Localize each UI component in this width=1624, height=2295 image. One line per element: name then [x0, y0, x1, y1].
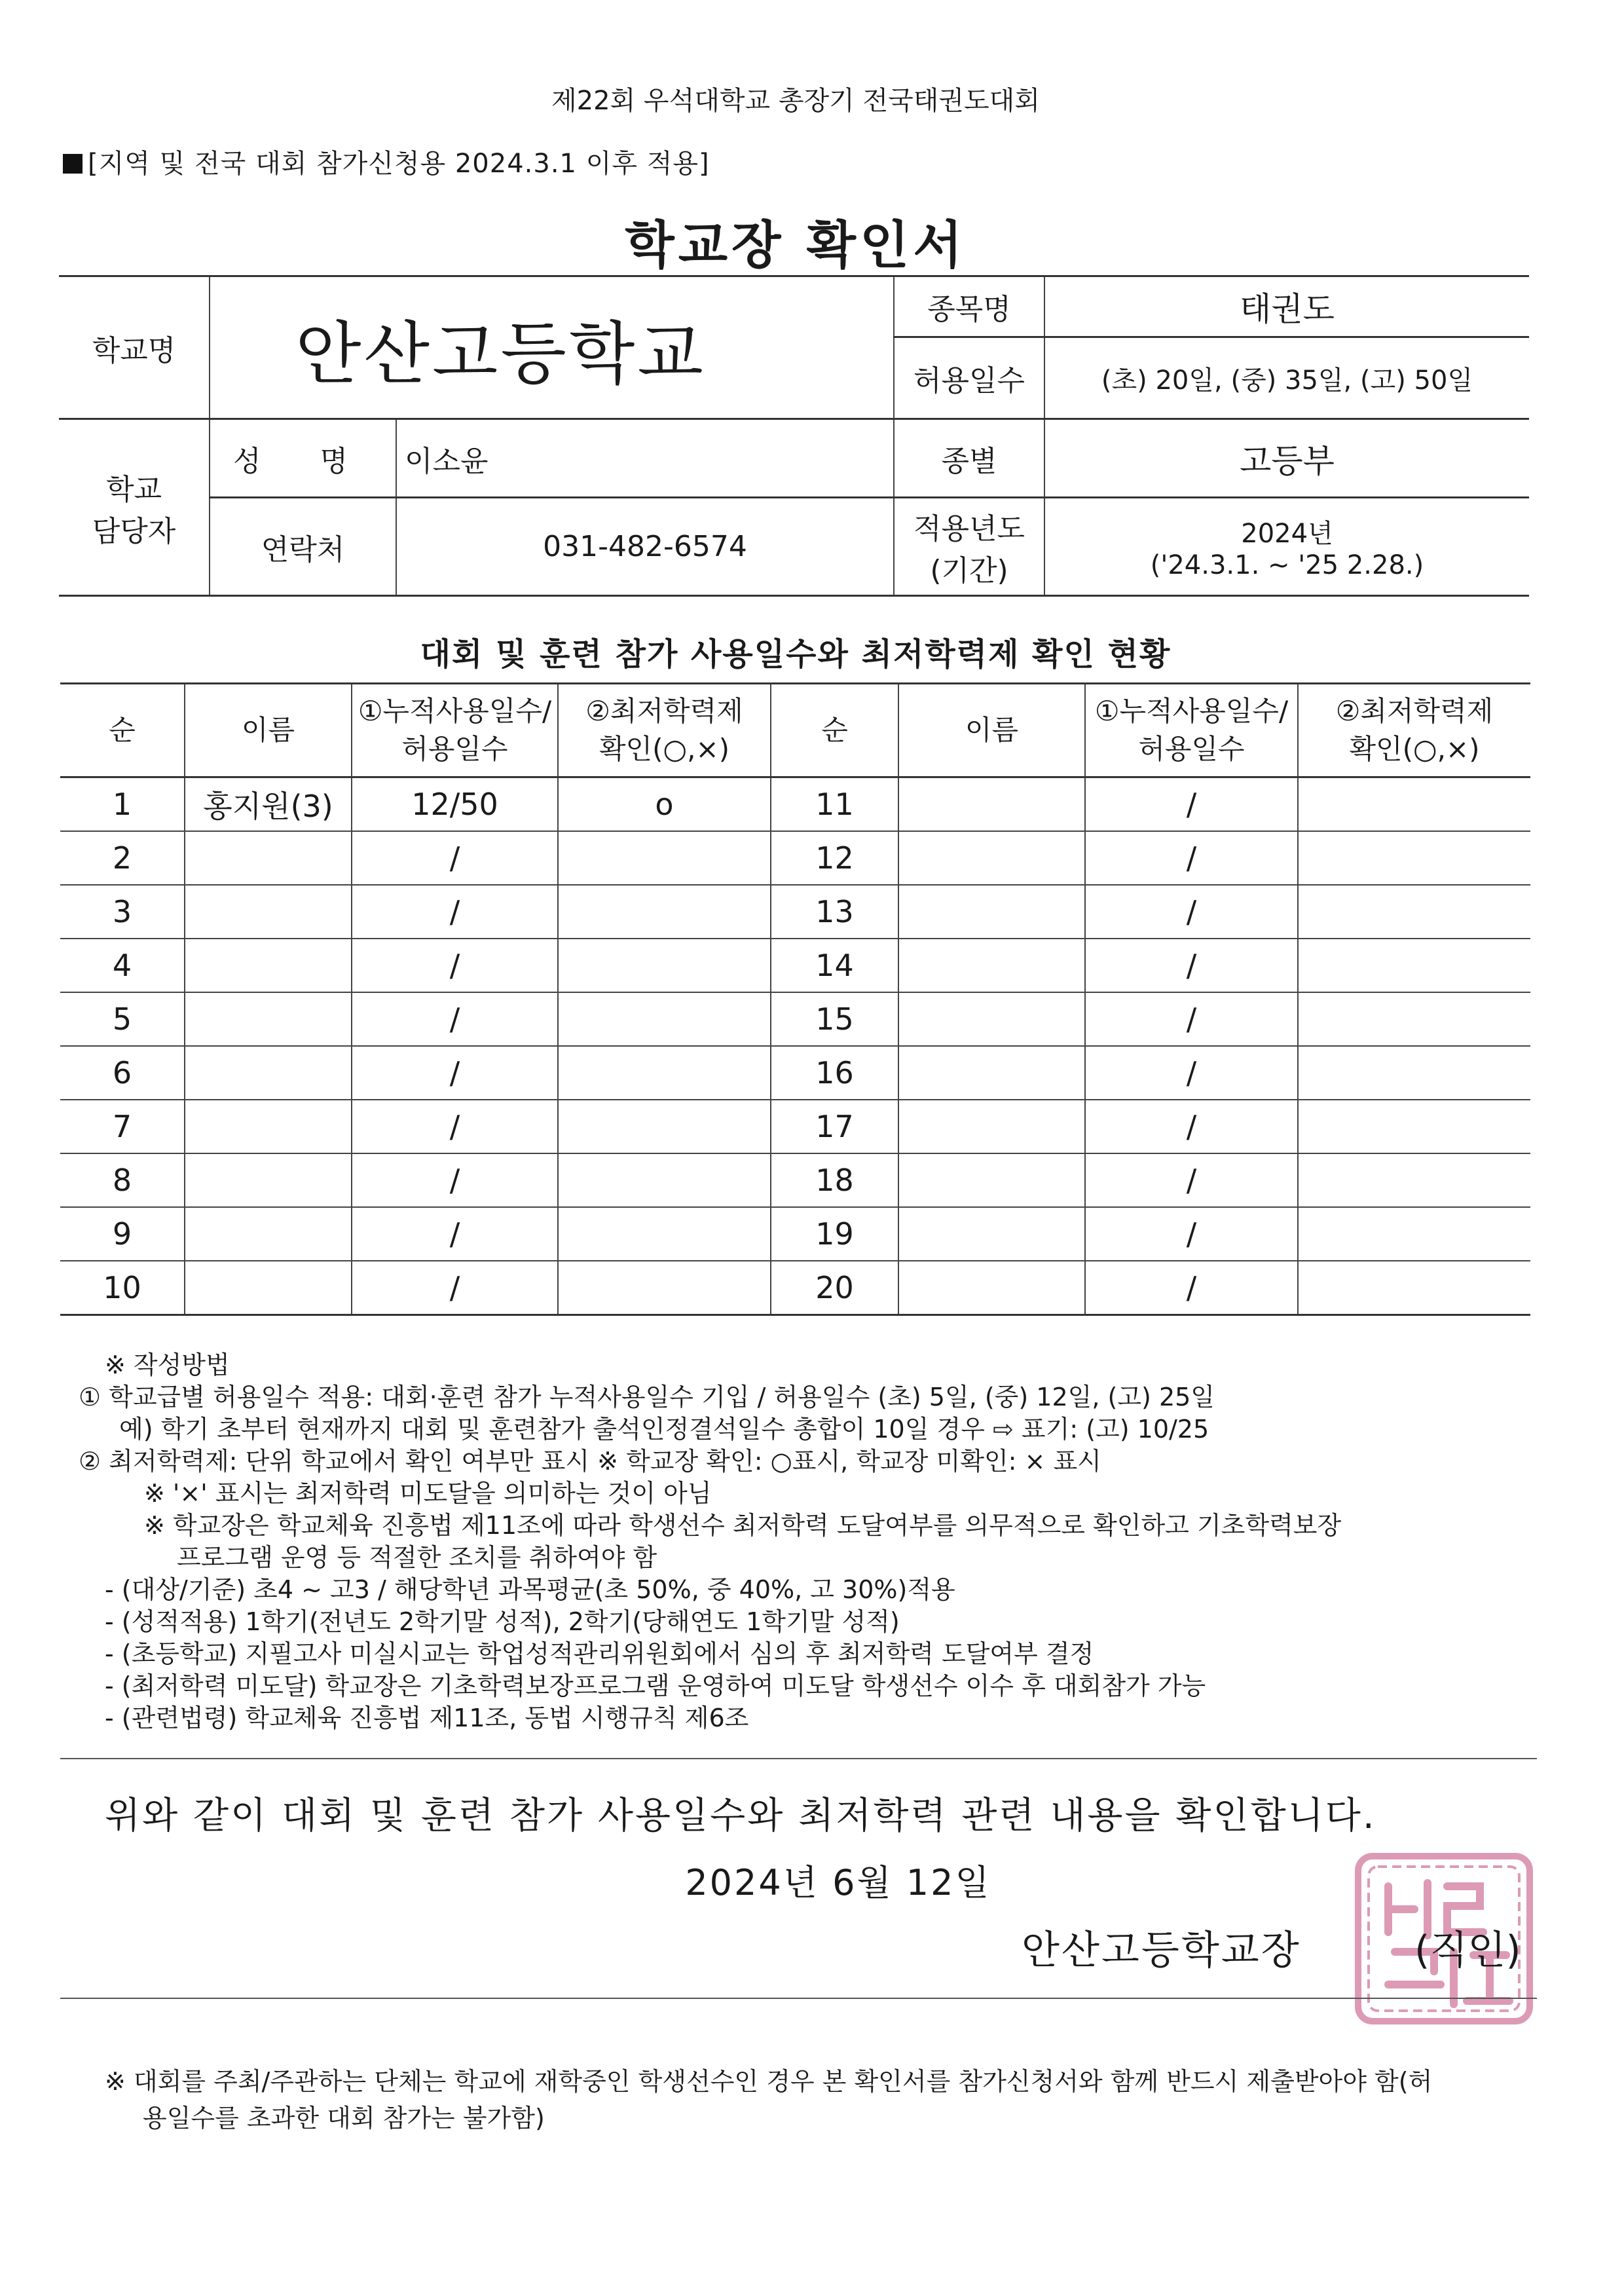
year-value-year: 2024년	[1241, 519, 1333, 549]
roster-left-days-cell: /	[352, 885, 558, 939]
roster-left-no-cell: 2	[60, 831, 185, 885]
footnote-line2: 용일수를 초과한 대회 참가는 불가함)	[143, 2104, 545, 2133]
header-no-right: 순	[771, 684, 898, 777]
division-value: 고등부	[1044, 419, 1529, 498]
contact-name: 이소윤	[396, 419, 894, 498]
participation-roster-table	[60, 682, 1530, 1316]
instructions	[79, 1349, 1539, 1734]
document-title: 학교장 확인서	[625, 216, 967, 275]
roster-left-days-cell: 12/50	[352, 777, 558, 832]
roster-left-no-cell: 9	[60, 1207, 185, 1261]
roster-right-no-cell: 16	[771, 1046, 898, 1100]
header-days-right	[1085, 684, 1298, 777]
divider	[60, 1998, 1537, 1999]
roster-right-name-cell	[898, 939, 1085, 992]
allowed-days-value: (초) 20일, (중) 35일, (고) 50일	[1044, 337, 1529, 419]
header-name-right: 이름	[898, 684, 1085, 777]
roster-right-no-cell: 18	[771, 1153, 898, 1207]
roster-right-check-cell	[1298, 885, 1530, 939]
roster-left-name-cell	[185, 939, 352, 992]
roster-left-check-cell	[558, 1046, 771, 1100]
roster-left-no-cell: 8	[60, 1153, 185, 1207]
roster-right-check-cell	[1298, 1207, 1530, 1261]
year-label-line2: (기간)	[930, 553, 1008, 588]
roster-right-no-cell: 11	[771, 777, 898, 832]
roster-right-name-cell	[898, 1207, 1085, 1261]
principal-title: 안산고등학교장	[1022, 1928, 1301, 1973]
sport-label: 종목명	[894, 276, 1044, 337]
roster-right-no-cell: 12	[771, 831, 898, 885]
header-days	[352, 684, 558, 777]
roster-left-name-cell	[185, 831, 352, 885]
roster-right-check-cell	[1298, 831, 1530, 885]
table-row	[60, 1153, 1530, 1207]
roster-left-days-cell: /	[352, 992, 558, 1046]
roster-right-days-cell: /	[1085, 1046, 1298, 1100]
roster-left-check-cell	[558, 885, 771, 939]
header-check-right	[1298, 684, 1530, 777]
event-title: 제22회 우석대학교 총장기 전국태권도대회	[551, 86, 1040, 116]
allowed-days-label: 허용일수	[894, 337, 1044, 419]
roster-left-days-cell: /	[352, 1207, 558, 1261]
roster-right-name-cell	[898, 885, 1085, 939]
roster-right-no-cell: 13	[771, 885, 898, 939]
roster-right-days-cell: /	[1085, 885, 1298, 939]
roster-right-name-cell	[898, 992, 1085, 1046]
instruction-line: ※ '×' 표시는 최저학력 미도달을 의미하는 것이 아님	[144, 1479, 712, 1508]
instruction-line: - (초등학교) 지필고사 미실시교는 학업성적관리위원회에서 심의 후 최저학력 도달여부 결정	[105, 1639, 1094, 1668]
roster-right-name-cell	[898, 1153, 1085, 1207]
roster-left-days-cell: /	[352, 1261, 558, 1315]
instruction-line: ② 최저학력제: 단위 학교에서 확인 여부만 표시 ※ 학교장 확인: ○표시, 학교장 미확인: × 표시	[79, 1447, 1101, 1476]
roster-right-days-cell: /	[1085, 1207, 1298, 1261]
instruction-line: - (성적적용) 1학기(전년도 2학기말 성적), 2학기(당해연도 1학기말 성적)	[105, 1607, 900, 1636]
school-info-table	[59, 275, 1529, 597]
header-days-line1: ①누적사용일수/	[358, 695, 552, 727]
table-row	[60, 831, 1530, 885]
roster-left-name-cell	[185, 885, 352, 939]
phone-value: 031-482-6574	[396, 498, 894, 596]
footnote-line1: ※ 대회를 주최/주관하는 단체는 학교에 재학중인 학생선수인 경우 본 확인서를 참가신청서와 함께 반드시 제출받아야 함(허	[105, 2067, 1433, 2096]
roster-left-check-cell	[558, 1100, 771, 1153]
roster-left-name-cell	[185, 992, 352, 1046]
year-label-line1: 적용년도	[913, 512, 1025, 546]
header-days-right-line2: 허용일수	[1138, 733, 1245, 765]
status-title: 대회 및 훈련 참가 사용일수와 최저학력제 확인 현황	[420, 636, 1172, 673]
header-name: 이름	[185, 684, 352, 777]
roster-left-days-cell: /	[352, 939, 558, 992]
roster-left-check-cell: o	[558, 777, 771, 832]
contact-label-line1: 학교	[105, 472, 162, 506]
table-row	[60, 777, 1530, 832]
roster-left-no-cell: 4	[60, 939, 185, 992]
roster-right-check-cell	[1298, 777, 1530, 832]
header-no: 순	[60, 684, 185, 777]
roster-right-name-cell	[898, 831, 1085, 885]
table-row	[60, 992, 1530, 1046]
roster-left-check-cell	[558, 1261, 771, 1315]
roster-left-days-cell: /	[352, 1153, 558, 1207]
roster-header-row	[60, 684, 1530, 777]
instructions-heading: ※ 작성방법	[105, 1351, 230, 1379]
roster-right-check-cell	[1298, 1046, 1530, 1100]
instruction-line: 예) 학기 초부터 현재까지 대회 및 훈련참가 출석인정결석일수 총합이 10일 경우 ⇨ 표기: (고) 10/25	[119, 1415, 1209, 1444]
roster-left-check-cell	[558, 1153, 771, 1207]
school-name: 안산고등학교	[210, 276, 894, 419]
instruction-line: - (관련법령) 학교체육 진흥법 제11조, 동법 시행규칙 제6조	[105, 1704, 749, 1732]
year-value	[1044, 498, 1529, 596]
roster-right-name-cell	[898, 777, 1085, 832]
table-row	[60, 1261, 1530, 1315]
instruction-line: - (최저학력 미도달) 학교장은 기초학력보장프로그램 운영하여 미도달 학생선수 이수 후 대회참가 가능	[105, 1671, 1206, 1700]
roster-right-days-cell: /	[1085, 831, 1298, 885]
roster-left-name-cell	[185, 1153, 352, 1207]
roster-right-no-cell: 17	[771, 1100, 898, 1153]
sport-value: 태권도	[1044, 276, 1529, 337]
name-label-text: 성 명	[233, 444, 373, 478]
contact-label-line2: 담당자	[92, 514, 176, 548]
table-row	[60, 1046, 1530, 1100]
header-check-line2: 확인(○,×)	[599, 733, 730, 765]
header-days-line2: 허용일수	[401, 733, 508, 765]
roster-left-no-cell: 10	[60, 1261, 185, 1315]
scope-note-text: [지역 및 전국 대회 참가신청용 2024.3.1 이후 적용]	[88, 149, 710, 179]
year-label	[894, 498, 1044, 596]
roster-left-days-cell: /	[352, 1046, 558, 1100]
roster-right-check-cell	[1298, 1261, 1530, 1315]
instruction-line: 프로그램 운영 등 적절한 조치를 취하여야 함	[177, 1543, 657, 1572]
roster-right-days-cell: /	[1085, 1261, 1298, 1315]
table-row	[60, 885, 1530, 939]
roster-right-name-cell	[898, 1100, 1085, 1153]
roster-left-no-cell: 3	[60, 885, 185, 939]
school-label: 학교명	[59, 276, 210, 419]
roster-right-days-cell: /	[1085, 1100, 1298, 1153]
table-row	[60, 939, 1530, 992]
roster-right-name-cell	[898, 1261, 1085, 1315]
roster-left-no-cell: 1	[60, 777, 185, 832]
roster-left-check-cell	[558, 1207, 771, 1261]
roster-right-no-cell: 19	[771, 1207, 898, 1261]
instruction-line: - (대상/기준) 초4 ~ 고3 / 해당학년 과목평균(초 50%, 중 40%, 고 30%)적용	[105, 1575, 955, 1604]
roster-left-name-cell	[185, 1261, 352, 1315]
division-label: 종별	[894, 419, 1044, 498]
roster-left-no-cell: 5	[60, 992, 185, 1046]
table-row	[60, 1100, 1530, 1153]
roster-right-check-cell	[1298, 1100, 1530, 1153]
header-check-right-line1: ②최저학력제	[1335, 695, 1494, 727]
seal-label: (직인)	[1414, 1928, 1521, 1973]
roster-right-name-cell	[898, 1046, 1085, 1100]
footnote	[105, 2063, 1532, 2136]
roster-body	[60, 777, 1530, 1315]
roster-right-days-cell: /	[1085, 992, 1298, 1046]
roster-left-days-cell: /	[352, 831, 558, 885]
roster-right-no-cell: 15	[771, 992, 898, 1046]
confirmation-text: 위와 같이 대회 및 훈련 참가 사용일수와 최저학력 관련 내용을 확인합니다.	[105, 1795, 1376, 1837]
phone-label: 연락처	[210, 498, 396, 596]
roster-right-days-cell: /	[1085, 939, 1298, 992]
table-row	[60, 1207, 1530, 1261]
roster-right-days-cell: /	[1085, 1153, 1298, 1207]
scope-note	[63, 143, 710, 180]
roster-left-name-cell	[185, 1207, 352, 1261]
header-check	[558, 684, 771, 777]
contact-label	[59, 419, 210, 596]
roster-right-days-cell: /	[1085, 777, 1298, 832]
name-label	[210, 419, 396, 498]
roster-right-check-cell	[1298, 992, 1530, 1046]
square-bullet-icon	[63, 154, 83, 174]
divider	[60, 1758, 1537, 1759]
roster-left-name-cell	[185, 1046, 352, 1100]
roster-right-check-cell	[1298, 939, 1530, 992]
roster-right-no-cell: 20	[771, 1261, 898, 1315]
instruction-line: ※ 학교장은 학교체육 진흥법 제11조에 따라 학생선수 최저학력 도달여부를 의무적으로 확인하고 기초학력보장	[144, 1511, 1342, 1540]
roster-right-check-cell	[1298, 1153, 1530, 1207]
roster-left-check-cell	[558, 831, 771, 885]
instruction-line: ① 학교급별 허용일수 적용: 대회·훈련 참가 누적사용일수 기입 / 허용일수 (초) 5일, (중) 12일, (고) 25일	[79, 1383, 1215, 1411]
roster-left-no-cell: 6	[60, 1046, 185, 1100]
roster-left-name-cell: 홍지원(3)	[185, 777, 352, 832]
roster-right-no-cell: 14	[771, 939, 898, 992]
roster-left-check-cell	[558, 939, 771, 992]
year-value-period: ('24.3.1. ~ '25 2.28.)	[1150, 550, 1424, 580]
roster-left-no-cell: 7	[60, 1100, 185, 1153]
roster-left-name-cell	[185, 1100, 352, 1153]
roster-left-days-cell: /	[352, 1100, 558, 1153]
header-check-right-line2: 확인(○,×)	[1349, 733, 1480, 765]
header-days-right-line1: ①누적사용일수/	[1094, 695, 1289, 727]
roster-left-check-cell	[558, 992, 771, 1046]
confirmation-date: 2024년 6월 12일	[685, 1862, 991, 1903]
header-check-line1: ②최저학력제	[585, 695, 743, 727]
